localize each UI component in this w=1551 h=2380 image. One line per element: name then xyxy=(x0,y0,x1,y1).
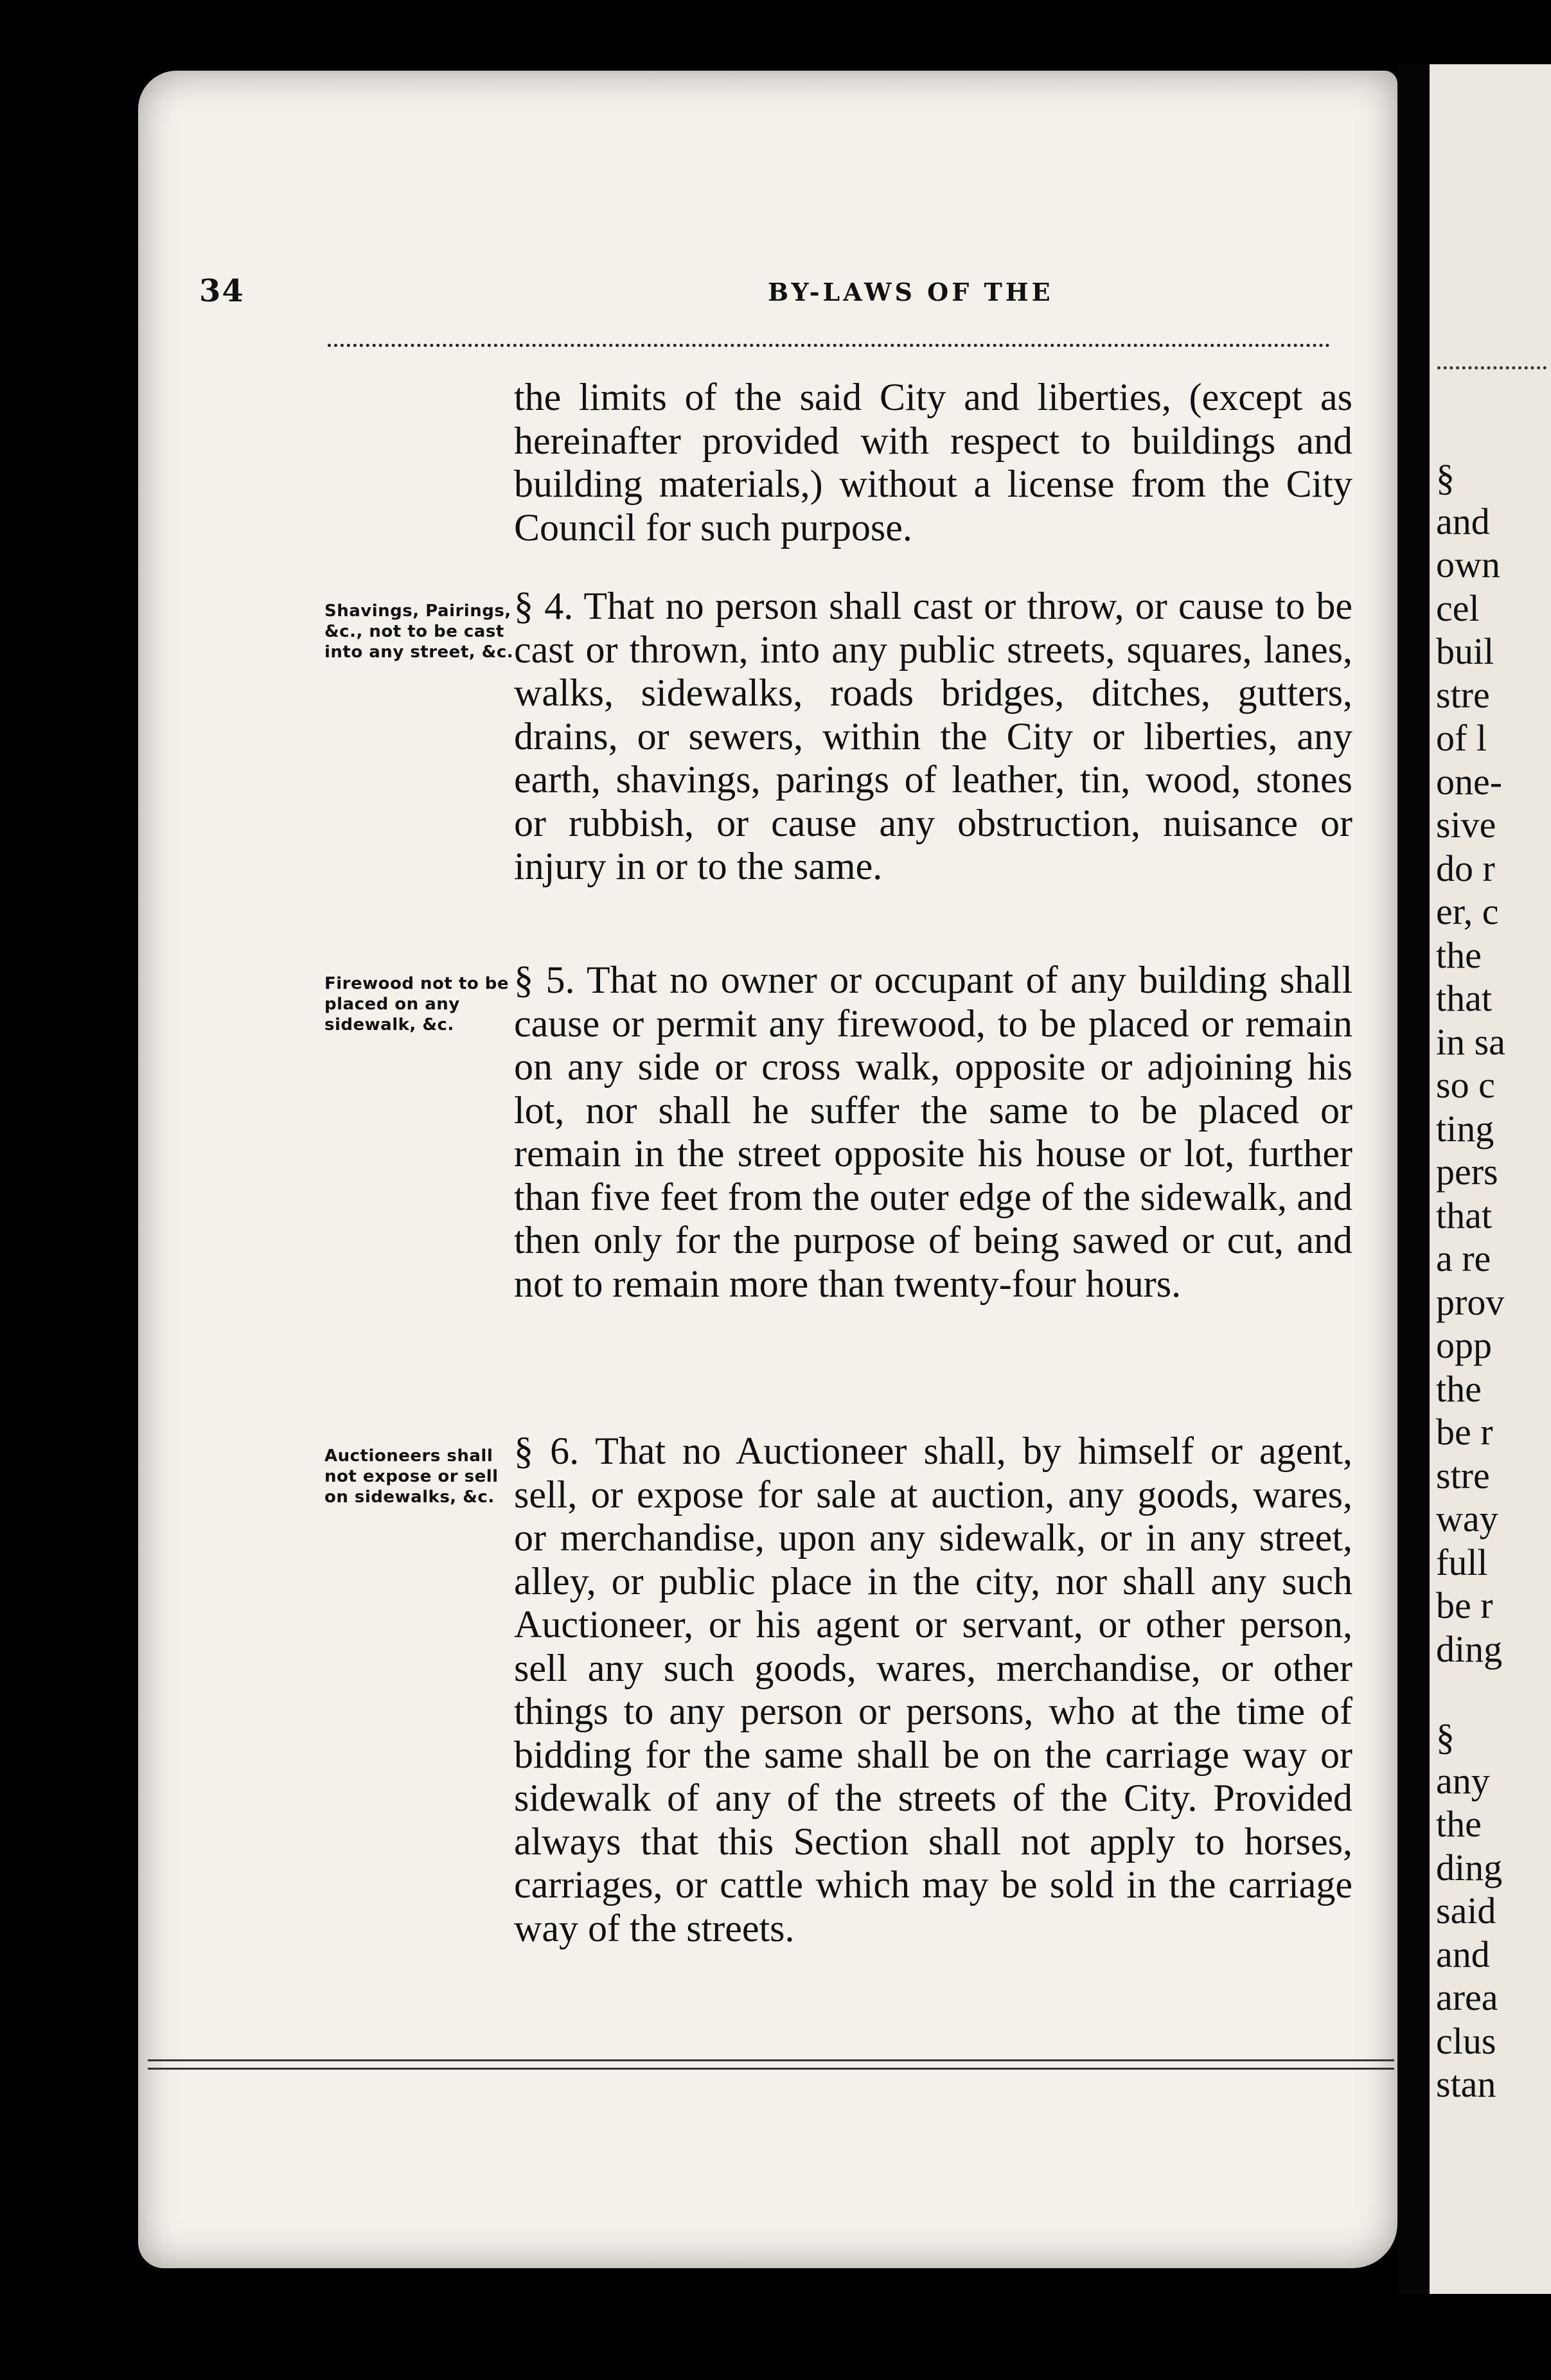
side-note-section-5: Firewood not to be placed on any sidewalk, &c. xyxy=(324,974,509,1035)
facing-page-fragment: any xyxy=(1436,1759,1490,1802)
facing-page-fragment: buil xyxy=(1436,630,1494,672)
facing-page-fragment: area xyxy=(1436,1976,1498,2018)
facing-page-rule xyxy=(1437,366,1547,369)
facing-page-fragment: be r xyxy=(1436,1411,1493,1453)
page-number: 34 xyxy=(199,273,245,309)
facing-page-fragment: said xyxy=(1436,1890,1496,1932)
section-4-paragraph: § 4. That no person shall cast or throw, or cause to be cast or thrown, into any public streets, squares, lanes, walks, sidewalks, roads bridges, ditches, gutters, drains, or sewers, within the City or liberties, any earth, shavings, parings of leather, tin, wood, stones or rubbish, or cause any obstruction, nuisance or injury in or to the same. xyxy=(514,585,1352,887)
side-note-section-6: Auctioneers shall not expose or sell on sidewalks, &c. xyxy=(324,1446,499,1507)
facing-page-fragment: in sa xyxy=(1436,1020,1505,1063)
facing-page-fragment: so c xyxy=(1436,1064,1495,1106)
facing-page-fragment: cel xyxy=(1436,587,1480,629)
facing-page-fragment: er, c xyxy=(1436,891,1499,932)
facing-page-fragment: own xyxy=(1436,544,1500,585)
continuation-paragraph: the limits of the said City and liberties, (except as hereinafter provided with respect to buildings and building materials,) without a license from the City Council for such purpose. xyxy=(514,376,1352,549)
facing-page-fragment: the xyxy=(1436,934,1482,976)
facing-page-fragment: and xyxy=(1436,500,1490,542)
facing-page-fragment: ding xyxy=(1436,1628,1503,1670)
book-gutter xyxy=(1397,64,1430,2294)
facing-page-fragment: § xyxy=(1436,457,1455,499)
facing-page-fragment: the xyxy=(1436,1803,1482,1845)
facing-page-fragment: stre xyxy=(1436,1454,1490,1496)
facing-page-fragment: way xyxy=(1436,1498,1498,1540)
running-head: BY-LAWS OF THE xyxy=(768,278,1054,306)
facing-page-fragment: that xyxy=(1436,977,1492,1019)
facing-page-fragment: stan xyxy=(1436,2063,1496,2105)
facing-page-fragment: of l xyxy=(1436,717,1487,759)
facing-page-fragment: prov xyxy=(1436,1281,1505,1323)
bottom-rule-2 xyxy=(148,2068,1394,2070)
facing-page-fragment: clus xyxy=(1436,2020,1496,2062)
facing-page-fragment: a re xyxy=(1436,1238,1491,1279)
facing-page-fragment: one- xyxy=(1436,760,1503,803)
facing-page-fragment: full xyxy=(1436,1541,1488,1583)
facing-page-fragment: do r xyxy=(1436,847,1495,889)
facing-page-fragment: ting xyxy=(1436,1107,1494,1150)
bottom-rule xyxy=(148,2059,1394,2061)
facing-page-fragment: stre xyxy=(1436,673,1490,716)
facing-page-fragment: the xyxy=(1436,1367,1482,1410)
side-note-section-4: Shavings, Pairings, &c., not to be cast into any street, &c. xyxy=(324,601,514,662)
header-rule xyxy=(328,344,1330,347)
facing-page-fragment: ding xyxy=(1436,1846,1503,1888)
facing-page-fragment: that xyxy=(1436,1194,1492,1236)
section-6-paragraph: § 6. That no Auctioneer shall, by himself or agent, sell, or expose for sale at auction, any goods, wares, or merchandise, upon any sidewalk, or in any street, alley, or public place in the city, nor shall any such Auctioneer, or his agent or servant, or other person, sell any such goods, wares, merchandise, or other things to any person or persons, who at the time of bidding for the same shall be on the carriage way or sidewalk of any of the streets of the City. Provided always that this Section shall not apply to horses, carriages, or cattle which may be sold in the carriage way of the streets. xyxy=(514,1430,1352,1949)
facing-page-fragment: and xyxy=(1436,1933,1490,1975)
facing-page xyxy=(1430,64,1551,2294)
facing-page-fragment: sive xyxy=(1436,804,1496,846)
facing-page-fragment: be r xyxy=(1436,1585,1493,1626)
section-5-paragraph: § 5. That no owner or occupant of any building shall cause or permit any firewood, to be placed or remain on any side or cross walk, opposite or adjoining his lot, nor shall he suffer the same to be placed or remain in the street opposite his house or lot, further than five feet from the outer edge of the sidewalk, and then only for the purpose of being sawed or cut, and not to remain more than twenty-four hours. xyxy=(514,959,1352,1305)
facing-page-fragment: § xyxy=(1436,1716,1455,1758)
facing-page-fragment: opp xyxy=(1436,1324,1492,1366)
facing-page-fragment: pers xyxy=(1436,1151,1498,1193)
